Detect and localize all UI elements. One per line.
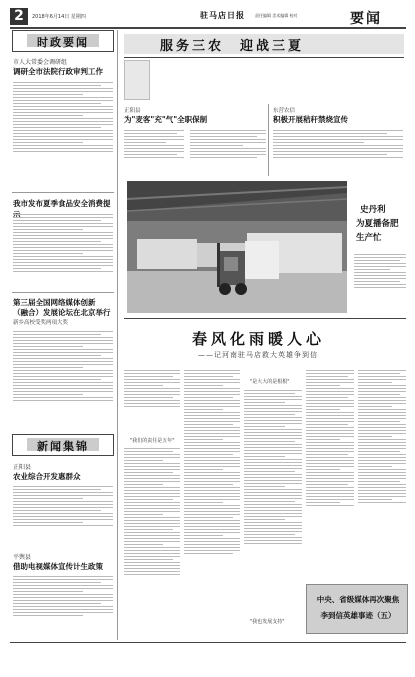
mid-story-body-1: [124, 128, 184, 172]
feature-col-1b: [124, 446, 180, 636]
footer-rule: [10, 642, 406, 643]
story2-headline: 我市发布夏季食品安全消费提: [13, 199, 111, 208]
feature-col-3: [244, 388, 302, 614]
feature-quote-3: "我也发展支持": [250, 619, 285, 625]
meta-line: 责任编辑 美术编辑 校对: [255, 13, 298, 18]
photo-caption-title-2: 为夏播备肥: [356, 219, 399, 229]
feature-col-4: [306, 368, 354, 573]
photo-caption-title-1: 史丹利: [360, 205, 386, 215]
brief2-body: [13, 574, 113, 638]
news-box-title-text: 新闻集锦: [37, 440, 89, 453]
brief1-kicker: 正阳县: [13, 464, 32, 471]
story3-headline-2: （融合）发展论坛在北京举行: [13, 308, 111, 317]
story2-body: [13, 212, 113, 294]
left-divider-2: [12, 292, 114, 293]
banner-inset-image: [124, 60, 150, 100]
story3-subhead: 新乡高校受奖两项大奖: [13, 320, 69, 326]
feature-top-rule: [124, 318, 406, 319]
promo-line-1: 中央、省级媒体再次聚焦: [316, 595, 400, 604]
header-rule: [10, 27, 406, 29]
promo-box: [306, 584, 408, 634]
mid-story-body-2: [190, 128, 266, 172]
politics-box-title: [12, 30, 114, 52]
feature-col-2: [184, 368, 240, 636]
warehouse-photo: [127, 181, 347, 313]
story1-kicker: 市人大常委会调研组: [13, 59, 68, 66]
feature-quote-1: "我们的责任是五年": [130, 438, 175, 444]
feature-col-1: [124, 368, 180, 428]
banner-rule: [124, 57, 404, 58]
left-divider-1: [12, 192, 114, 193]
photo-caption-body: [354, 252, 406, 308]
feature-quote-2: "是大大的是根根": [250, 379, 290, 385]
banner-title: 服务三农 迎战三夏: [160, 39, 305, 54]
warehouse-illustration: [127, 181, 347, 313]
story1-headline: 调研全市法院行政审判工作: [13, 67, 103, 76]
brief2-headline: 借助电视媒体宣传计生政策: [13, 562, 103, 571]
story3-headline-1: 第三届全国网络媒体创新: [13, 298, 96, 307]
feature-col-5: [358, 368, 406, 573]
banner-col-rule: [268, 104, 269, 176]
brief2-kicker: 平舆县: [13, 554, 32, 561]
right-story-headline: 积极开展秸秆禁烧宣传: [273, 115, 348, 124]
page-number: 2: [14, 8, 24, 24]
photo-caption-title-3: 生产忙: [356, 233, 382, 243]
promo-line-2: 李到信英雄事迹（五）: [320, 611, 396, 620]
politics-box-title-text: 时政要闻: [37, 36, 89, 49]
story1-body: [13, 80, 113, 178]
feature-title: 春风化雨暖人心: [192, 330, 326, 348]
brief1-headline: 农业综合开发惠群众: [13, 472, 81, 481]
story3-body: [13, 329, 113, 429]
masthead: 驻马店日报: [200, 11, 245, 20]
column-rule-left: [117, 30, 118, 640]
right-story-kicker: 东营农信: [273, 108, 296, 114]
mid-story-kicker: 正阳县: [124, 108, 141, 114]
page-number-badge: [10, 8, 28, 25]
right-story-body: [273, 128, 403, 172]
brief1-body: [13, 484, 113, 546]
date-line: 2018年6月14日 星期四: [32, 14, 86, 20]
section-title: 要闻: [350, 11, 382, 27]
news-box-title: [12, 434, 114, 456]
mid-story-headline: 为"麦客"充"气"全职保制: [124, 115, 208, 124]
feature-subtitle: ——记河南驻马店救大英雄争到信: [198, 351, 318, 359]
